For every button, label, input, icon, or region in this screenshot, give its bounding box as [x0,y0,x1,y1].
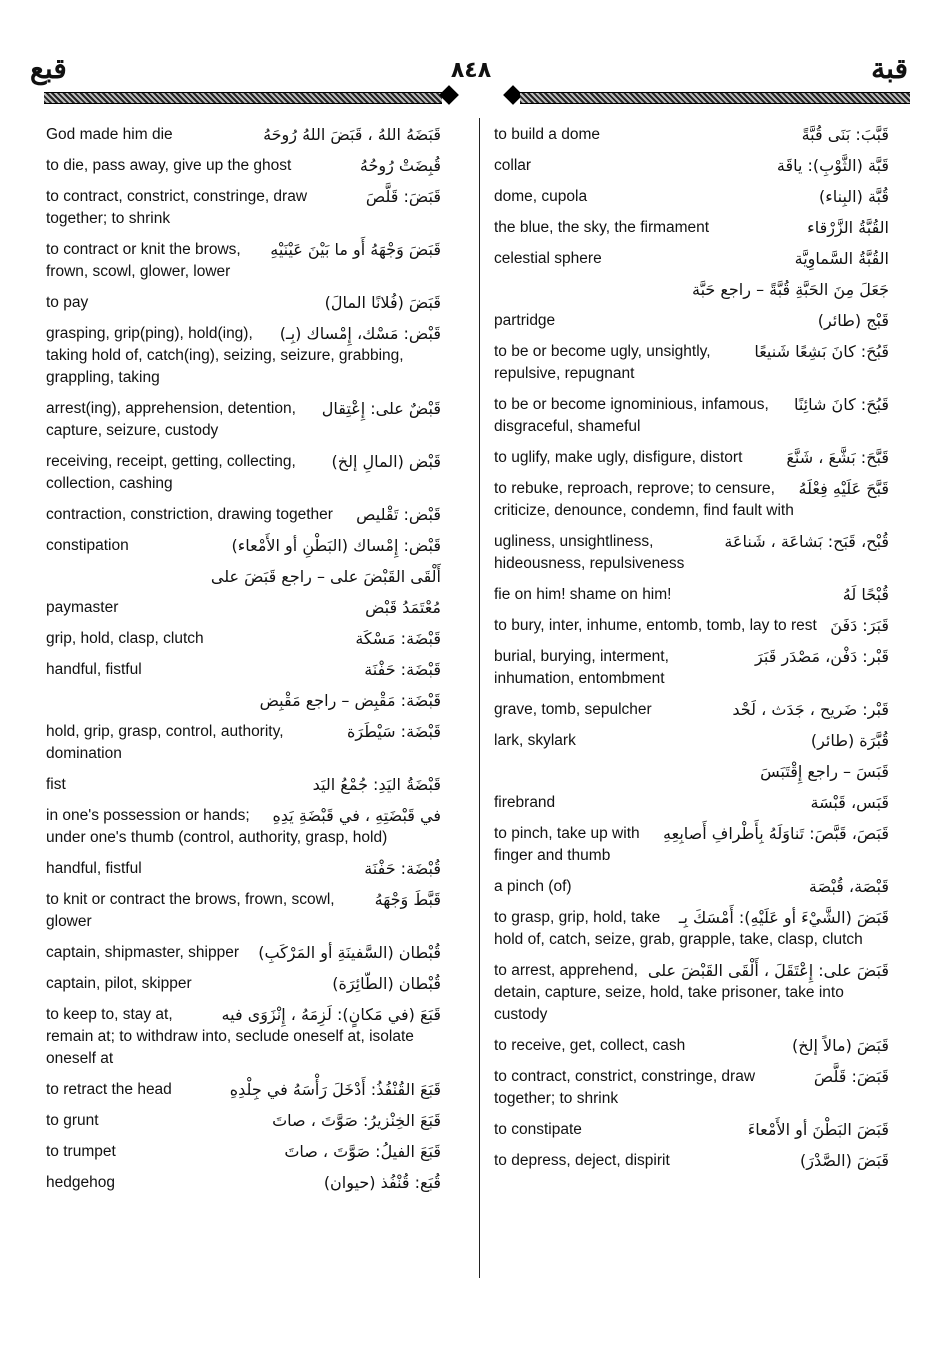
entry-arabic-headword: قَبَضَ (مالاً إلخ) [792,1036,889,1055]
dictionary-entry [46,566,441,588]
entry-arabic-headword: قَبَضَ (الصَّدْرَ) [800,1151,889,1170]
entry-english-definition: to receive, get, collect, cash [494,1037,686,1054]
entry-english-definition: celestial sphere [494,250,602,267]
entry-english-definition: the blue, the sky, the firmament [494,219,710,236]
dictionary-entry [46,1110,441,1132]
dictionary-entry [494,730,889,752]
entry-english-definition: dome, cupola [494,188,588,205]
entry-english-definition: fist [46,776,66,793]
dictionary-entry [494,155,889,177]
entry-arabic-headword: قَبَصَ، قَبَّصَ: تَناوَلَهُ بِأَطْرافِ أَصابِعِهِ [663,824,889,843]
header-rule-right [520,92,910,104]
entry-english-definition: handful, fistful [46,860,142,877]
entry-arabic-headword: قُبْحًا لَهُ [842,585,889,604]
dictionary-entry [494,531,889,575]
entry-english-definition: fie on him! shame on him! [494,586,672,603]
entry-arabic-headword: قَبْض: إِمْساك (البَطْنِ أو الأَمْعاء) [231,536,441,555]
entry-arabic-headword: قَبَعَ الخِنْزيرُ: صَوَّتَ ، صاتَ [272,1111,441,1130]
entry-english-definition: to retract the head [46,1081,172,1098]
dictionary-entry [494,876,889,898]
dictionary-entry [494,761,889,783]
entry-english-definition: to arrest, apprehend, detain, capture, seize, hold, take prisoner, take into custody [494,962,844,1023]
entry-english-definition: grasping, grip(ping), hold(ing), taking hold of, catch(ing), seizing, seizure, grabbing, grappling, taking [46,325,404,386]
entry-english-definition: to constipate [494,1121,582,1138]
dictionary-entry [46,1141,441,1163]
entry-arabic-headword: قَبَضَهُ اللهُ ، قَبَضَ اللهُ رُوحَهُ [263,125,441,144]
dictionary-entry [494,1150,889,1172]
entry-arabic-headword: قَبَسَ – راجع إِقْتَبَسَ [760,762,889,781]
entry-english-definition: firebrand [494,794,556,811]
dictionary-entry [46,721,441,765]
entry-arabic-headword: قَبْضَة: سَيْطَرَة [347,722,441,741]
dictionary-entry [494,394,889,438]
entry-english-definition: to be or become ugly, unsightly, repulsive, repugnant [494,343,711,382]
dictionary-entry [494,960,889,1026]
entry-arabic-headword: قَبُحَ: كانَ شائِنًا [793,395,889,414]
entry-english-definition: grave, tomb, sepulcher [494,701,652,718]
entry-english-definition: handful, fistful [46,661,142,678]
dictionary-entry [46,690,441,712]
dictionary-entry [494,615,889,637]
entry-arabic-headword: قَبَضَ (فُلانًا المالَ) [324,293,441,312]
entry-arabic-headword: قُبَع: قُنْفُذ (حيوان) [323,1173,441,1192]
entry-english-definition: to pinch, take up with finger and thumb [494,825,640,864]
entry-english-definition: to keep to, stay at, remain at; to withdraw into, seclude oneself at, isolate oneself at [46,1006,414,1067]
entry-english-definition: a pinch (of) [494,878,572,895]
entry-english-definition: burial, burying, interment, inhumation, entombment [494,648,669,687]
entry-english-definition: receiving, receipt, getting, collecting, collection, cashing [46,453,296,492]
entry-arabic-headword: قُبْضَة: حَفْنَة [364,859,441,878]
dictionary-entry [46,155,441,177]
entry-english-definition: to contract, constrict, constringe, draw together; to shrink [494,1068,756,1107]
entry-arabic-headword: قَبْض: مَسْك، إِمْساك (بِـ) [279,324,441,343]
entry-english-definition: paymaster [46,599,119,616]
dictionary-entry [494,447,889,469]
dictionary-entry [494,699,889,721]
entry-english-definition: to contract, constrict, constringe, draw together; to shrink [46,188,308,227]
dictionary-entry [46,805,441,849]
entry-arabic-headword: قَبَعَ الفيلُ: صَوَّتَ ، صاتَ [284,1142,441,1161]
entry-arabic-headword: قُبْطان (الطّائِرَة) [332,974,441,993]
entry-english-definition: hold, grip, grasp, control, authority, domination [46,723,284,762]
entry-english-definition: contraction, constriction, drawing together [46,506,333,523]
header-guide-word-left: قبع [30,52,67,85]
header-rule-left [44,92,442,104]
entry-english-definition: to bury, inter, inhume, entomb, tomb, lay to rest [494,617,817,634]
dictionary-entry [46,774,441,796]
dictionary-entry [494,584,889,606]
entry-arabic-headword: قَبَضَ: قَلَّصَ [365,187,441,206]
dictionary-entry [46,323,441,389]
entry-arabic-headword: القُبَّةُ السَّماوِيَّة [794,249,889,268]
dictionary-entry [494,217,889,239]
entry-english-definition: captain, shipmaster, shipper [46,944,239,961]
entry-arabic-headword: أَلْقَى القَبْضَ على – راجع قَبَضَ على [210,567,441,586]
dictionary-entry [494,310,889,332]
dictionary-entry [46,124,441,146]
entry-arabic-headword: قَبْصَة، قُبْصَة [808,877,889,896]
entry-arabic-headword: قَبَّحَ عَلَيْهِ فِعْلَهُ [798,479,889,498]
entry-english-definition: to grasp, grip, hold, take hold of, catch, seize, grab, grapple, take, clasp, clutch [494,909,863,948]
dictionary-entry [46,535,441,557]
entry-english-definition: to be or become ignominious, infamous, disgraceful, shameful [494,396,769,435]
entry-arabic-headword: في قَبْضَتِهِ ، في قَبْضَةِ يَدِهِ [272,806,441,825]
entry-english-definition: grip, hold, clasp, clutch [46,630,204,647]
dictionary-entry [46,973,441,995]
dictionary-entry [494,279,889,301]
left-column [46,124,441,1203]
dictionary-entry [46,889,441,933]
entry-english-definition: to trumpet [46,1143,116,1160]
entry-english-definition: lark, skylark [494,732,576,749]
entry-english-definition: constipation [46,537,129,554]
entry-arabic-headword: قَبْض: تَقْليص [356,505,441,524]
dictionary-entry [494,248,889,270]
entry-english-definition: to rebuke, reproach, reprove; to censure, criticize, denounce, condemn, find fault with [494,480,794,519]
entry-arabic-headword: قَبَضَ على: إِعْتَقَلَ ، أَلْقَى القَبْضَ على [647,961,889,980]
entry-arabic-headword: قَبَعَ القُنْفُذُ: أَدْخَلَ رَأْسَهُ في جِلْدِهِ [229,1080,441,1099]
entry-english-definition: in one's possession or hands; under one's thumb (control, authority, grasp, hold) [46,807,388,846]
entry-english-definition: to grunt [46,1112,99,1129]
entry-english-definition: hedgehog [46,1174,115,1191]
entry-english-definition: to depress, deject, dispirit [494,1152,670,1169]
entry-arabic-headword: قَبَضَ: قَلَّصَ [813,1067,889,1086]
entry-english-definition: to build a dome [494,126,600,143]
entry-arabic-headword: قَبْضَة: حَفْنَة [364,660,441,679]
dictionary-entry [46,1172,441,1194]
dictionary-entry [46,398,441,442]
entry-english-definition: captain, pilot, skipper [46,975,192,992]
dictionary-entry [494,792,889,814]
entry-arabic-headword: مُعْتَمَدُ قَبْض [365,598,441,617]
header-diamond-left [439,85,459,105]
dictionary-entry [46,504,441,526]
dictionary-entry [46,628,441,650]
page-number: ٨٤٨ [450,58,492,83]
entry-arabic-headword: قَبَس، قَبْسَة [810,793,889,812]
entry-arabic-headword: قُبَّة (البِناء) [819,187,889,206]
dictionary-entry [46,1004,441,1070]
entry-arabic-headword: قَبْضَة: مَسْكَة [355,629,441,648]
entry-arabic-headword: قَبَّبَ: بَنَى قُبَّةً [801,125,889,144]
dictionary-entry [46,597,441,619]
right-column [494,124,889,1181]
entry-arabic-headword: قَبَضَ وَجْهَهُ أَو ما بَيْنَ عَيْنَيْهِ [270,240,441,259]
entry-arabic-headword: قُبْح، قَبَح: بَشاعَة ، شَناعَة [724,532,889,551]
dictionary-entry [46,1079,441,1101]
entry-arabic-headword: قُبَّرَة (طائر) [810,731,889,750]
header-guide-word-right: قبة [871,52,908,85]
entry-arabic-headword: قَبْض (المالِ إلخ) [331,452,441,471]
dictionary-entry [46,659,441,681]
column-divider [479,118,480,1278]
entry-arabic-headword: قَبْر: ضَريح ، جَدَث ، لَحْد [732,700,889,719]
dictionary-entry [46,942,441,964]
entry-english-definition: to knit or contract the brows, frown, scowl, glower [46,891,335,930]
dictionary-entry [46,239,441,283]
dictionary-entry [494,823,889,867]
dictionary-entry [494,341,889,385]
dictionary-entry [46,186,441,230]
entry-arabic-headword: جَعَلَ مِنَ الحَبَّةِ قُبَّةً – راجع حَبَّة [692,280,889,299]
entry-arabic-headword: قَبْضَةُ اليَدِ: جُمْعُ اليَد [312,775,441,794]
dictionary-entry [494,1066,889,1110]
dictionary-entry [494,1119,889,1141]
entry-english-definition: to uglify, make ugly, disfigure, distort [494,449,743,466]
entry-english-definition: ugliness, unsightliness, hideousness, repulsiveness [494,533,685,572]
dictionary-entry [46,292,441,314]
dictionary-entry [494,124,889,146]
entry-arabic-headword: قَبْج (طائر) [817,311,889,330]
entry-arabic-headword: قَبَّة (الثَّوْبِ): ياقَة [776,156,889,175]
entry-arabic-headword: قَبَعَ (في مَكانٍ): لَزِمَهُ ، إِنْزَوَى فيه [221,1005,441,1024]
entry-english-definition: partridge [494,312,556,329]
entry-english-definition: to pay [46,294,89,311]
dictionary-entry [46,858,441,880]
entry-english-definition: to contract or knit the brows, frown, scowl, glower, lower [46,241,241,280]
entry-arabic-headword: قَبُحَ: كانَ بَشِعًا شَنيعًا [754,342,889,361]
entry-arabic-headword: قَبَّطَ وَجْهَهُ [374,890,441,909]
entry-english-definition: to die, pass away, give up the ghost [46,157,292,174]
entry-english-definition: collar [494,157,532,174]
entry-english-definition: arrest(ing), apprehension, detention, capture, seizure, custody [46,400,296,439]
entry-english-definition: God made him die [46,126,173,143]
entry-arabic-headword: قَبْر: دَفْن، مَصْدَر قَبَرَ [755,647,889,666]
entry-arabic-headword: قَبْضٌ على: إِعْتِقال [321,399,441,418]
entry-arabic-headword: قَبَضَ (الشَّيْءَ أو عَلَيْهِ): أَمْسَكَ بِـ [678,908,889,927]
entry-arabic-headword: القُبَّةُ الزَّرْقاء [807,218,889,237]
dictionary-entry [494,907,889,951]
dictionary-entry [494,1035,889,1057]
dictionary-entry [494,186,889,208]
entry-arabic-headword: قَبْضَة: مَقْبِض – راجع مَقْبِض [259,691,441,710]
entry-arabic-headword: قُبْطان (السَّفينَةِ أو المَرْكَبِ) [258,943,441,962]
dictionary-entry [46,451,441,495]
entry-arabic-headword: قَبَضَ البَطْنَ أو الأَمْعاءَ [747,1120,889,1139]
dictionary-entry [494,646,889,690]
entry-arabic-headword: قَبَّحَ: بَشَّعَ ، شَنَّعَ [786,448,889,467]
dictionary-entry [494,478,889,522]
entry-arabic-headword: قَبَرَ: دَفَنَ [830,616,889,635]
entry-arabic-headword: قُبِضَتْ رُوحُهُ [359,156,441,175]
